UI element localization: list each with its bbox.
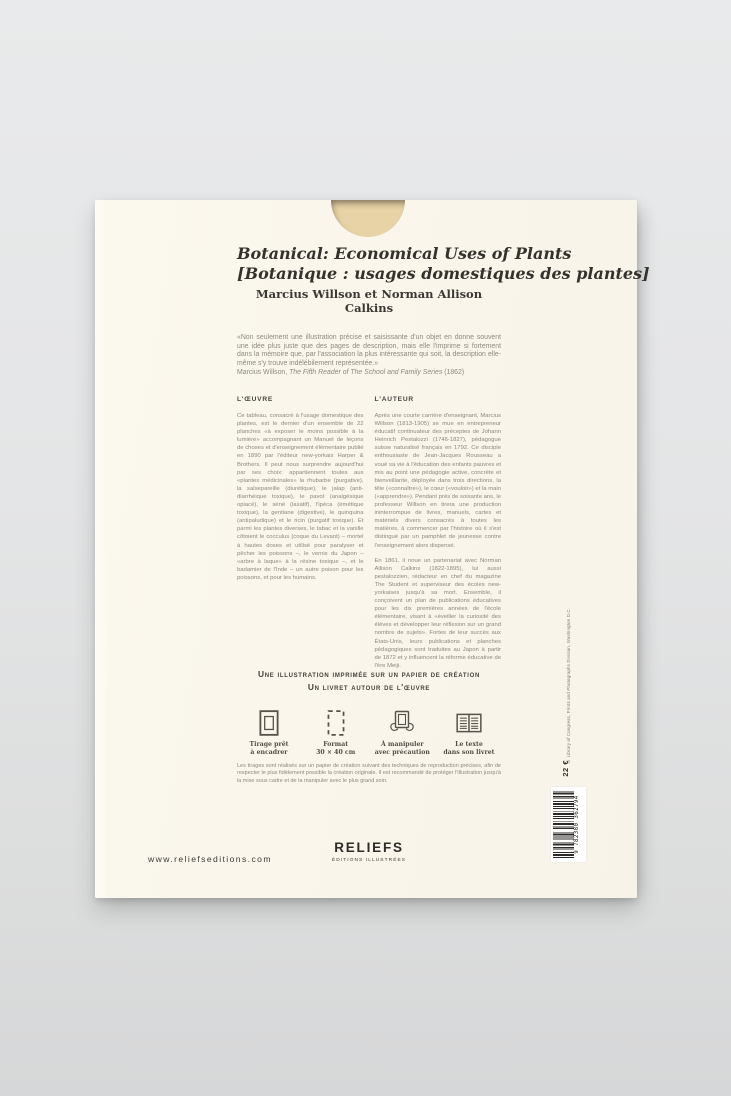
column-author-paragraph: Après une courte carrière d'enseignant, Marcius Willson (1813-1905) se mue en entrepreneur éducatif continuateur des préceptes de Johann Heinrich Pestalozzi (1746-1827), pédagogue suisse naturalisé français en 1792. Ce disciple enthousiaste de Jean-Jacques Rousseau a voué sa vie à l'éducation des enfants pauvres et mis au point une pédagogie active, concrète et bienveillante, déployée dans trois directions, la tête («connaître»), le cœur («vouloir») et la main («apprendre»). Pendant près de soixante ans, le professeur Willson en tirera une production ininterrompue de livres, manuels, cartes et matériels divers consacrés à toutes les matières, à commencer par l'histoire où il s'est distingué par un pamphlet de jeunesse contre l'enseignement alors dispensé. <box>374 413 501 549</box>
quote-attribution-author: Marcius Willson, <box>237 369 290 377</box>
column-author-paragraph: En 1861, il noue un partenariat avec Norman Allison Calkins (1822-1895), lui aussi pestalozzien, rédacteur en chef du magazine The Student et superviseur des écoles new-yorkaises jusqu'à sa mort. Ensemble, il conçoivent un plan de publications éducatives pour les dix premières années de l'école élémentaire, visant à «éveiller la curiosité des élèves et développer leur réflexion sur un grand nombre de sujets». Fortes de leur succès aux États-Unis, leurs publications et planches pédagogiques sont traduites au Japon à partir de 1872 et y influencent la réforme éducative de l'ère Meiji. <box>374 557 501 669</box>
barcode-rotated <box>551 787 586 862</box>
column-work <box>237 396 364 677</box>
format-icon <box>324 709 348 737</box>
column-work-heading: L'ŒUVRE <box>237 396 274 403</box>
booklet-icon <box>455 709 483 737</box>
feature-format <box>304 709 368 756</box>
feature-format-label: Format 30 × 40 cm <box>316 741 356 756</box>
frame-icon <box>257 709 281 737</box>
title-english: Botanical: Economical Uses of Plants <box>237 244 572 263</box>
feature-handle <box>370 709 434 756</box>
barcode <box>551 787 586 862</box>
feature-frame-label: Tirage prêt à encadrer <box>249 741 289 756</box>
publisher-logo <box>237 841 501 863</box>
features-heading <box>237 668 501 694</box>
barcode-number: 9 782380 362794 <box>574 795 580 854</box>
printed-content <box>237 200 650 378</box>
quote-attribution-year: (1862) <box>442 369 465 377</box>
features-heading-line1: Une illustration imprimée sur un papier de création <box>257 669 481 679</box>
two-column-text <box>237 396 501 677</box>
price-tag: 22 € <box>561 760 570 777</box>
handle-with-care-icon <box>388 709 416 737</box>
publisher-tagline: ÉDITIONS ILLUSTRÉES <box>331 857 407 863</box>
barcode-bars-icon <box>553 791 574 858</box>
publisher-name: RELIEFS <box>334 840 404 855</box>
title-block <box>237 244 650 315</box>
feature-handle-label: À manipuler avec précaution <box>374 741 430 756</box>
feature-booklet <box>437 709 501 756</box>
photo-credit: © Library of Congress, Prints and Photographs Division, Washington D.C. <box>566 607 571 764</box>
quote-attribution-book: The Fifth Reader of The School and Family Series <box>289 369 443 377</box>
website-url: www.reliefseditions.com <box>148 854 272 864</box>
envelope-edge <box>95 200 107 898</box>
column-author <box>375 396 502 677</box>
feature-frame <box>237 709 301 756</box>
features-heading-line2: Un livret autour de l'œuvre <box>307 682 431 692</box>
column-work-paragraph: Ce tableau, consacré à l'usage domestique des plantes, est le dernier d'un ensemble de 22 planches «à exposer le moins possible à la lumière» accompagnant un Manuel de leçons de choses et d'enseignement élémentaire publié en 1890 par l'éditeur new-yorkais Harper & Brothers. Il peut nous surprendre aujourd'hui par ses choix: appartiennent toutes aux «plantes médicinales» la rhubarbe (purgative), la salsepareille (diurétique), le jalap (anti-diarrhéique toxique), le pavot (analgésique opiacé), le séné (laxatif), l'ipéca (émétique toxique), la gentiane (digestive), le quinquina (antipaludique) et le ricin (purgatif toxique). Et parmi les plantes diverses, le tabac et la vanille côtoient le cocculus (coque du Levant) – mortel à hautes doses et utilisé pour paralyser et pêcher les poissons –, le vernis du Japon – «arbre à laque» à la résine toxique –, et le badamier de l'Inde – un autre poison pour les poissons, et pour les humains. <box>237 413 364 581</box>
print-envelope-back <box>95 200 650 898</box>
quote-text: «Non seulement une illustration précise et saisissante d'un objet en donne souvent une idée plus juste que des pages de description, mais elle l'imprime si fortement dans la mémoire que, par l'association la plus intéressante qui soit, la description elle-même s'y trouve indélébilement représentée.» <box>237 334 501 367</box>
feature-booklet-label: Le texte dans son livret <box>443 741 495 756</box>
authors-line: Marcius Willson et Norman Allison Calkins <box>255 287 483 315</box>
features-row <box>237 709 501 756</box>
care-disclaimer: Les tirages sont réalisés sur un papier de création suivant des techniques de reproduction précises, afin de respecter le plus fidèlement possible la création originale. Il est recommandé de protéger l'illustration jusqu'à la mise sous cadre et de la manipuler avec le plus grand soin. <box>237 763 501 784</box>
column-author-heading: L'AUTEUR <box>374 396 414 403</box>
quote-attribution <box>237 369 501 378</box>
title-french: [Botanique : usages domestiques des plantes] <box>237 264 650 283</box>
